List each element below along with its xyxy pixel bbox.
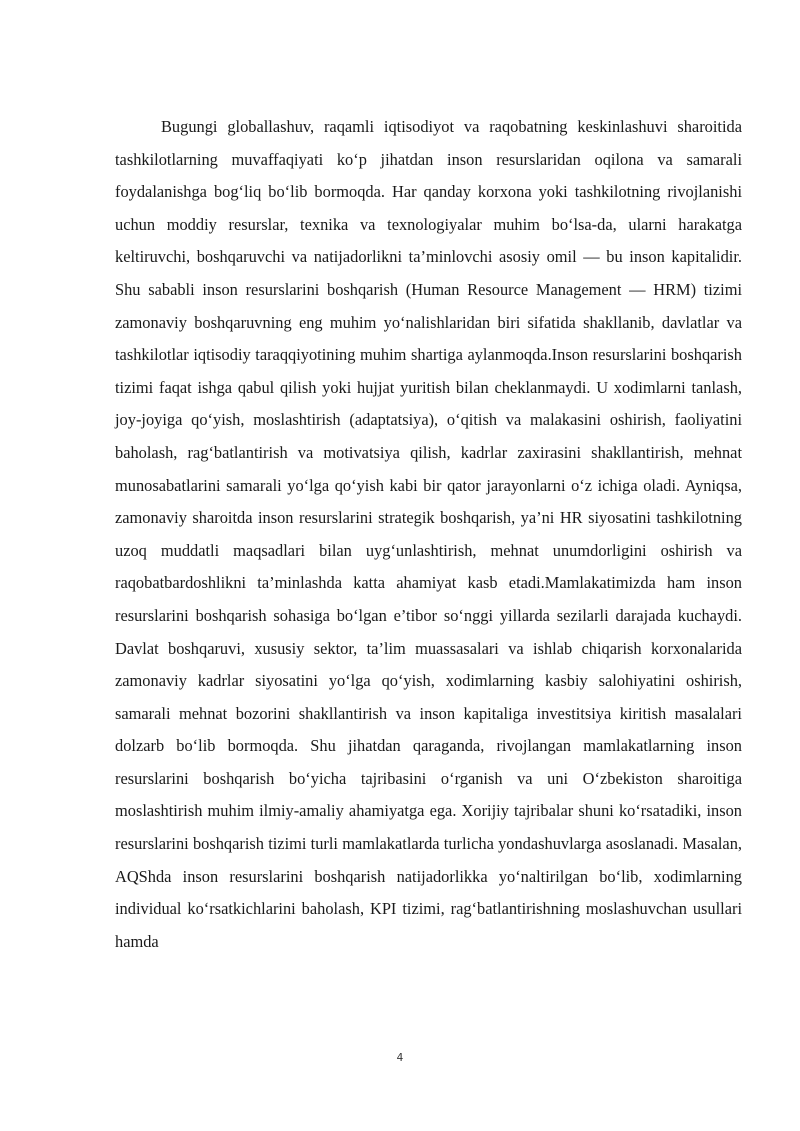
body-paragraph: Bugungi globallashuv, raqamli iqtisodiyot va raqobatning keskinlashuvi sharoitida tashkilotlarning muvaffaqiyati ko‘p jihatdan inson resurslaridan oqilona va samarali foydalanishga bog‘liq bo‘lib bormoqda. Har qanday korxona yoki tashkilotning rivojlanishi uchun moddiy resurslar, texnika va texnologiyalar muhim bo‘lsa-da, ularni harakatga keltiruvchi, boshqaruvchi va natijadorlikni ta’minlovchi asosiy omil — bu inson kapitalidir. Shu sababli inson resurslarini boshqarish (Human Resource Management — HRM) tizimi zamonaviy boshqaruvning eng muhim yo‘nalishlaridan biri sifatida shakllanib, davlatlar va tashkilotlar iqtisodiy taraqqiyotining muhim shartiga aylanmoqda.Inson resurslarini boshqarish tizimi faqat ishga qabul qilish yoki hujjat yuritish bilan cheklanmaydi. U xodimlarni tanlash, joy-joyiga qo‘yish, moslashtirish (adaptatsiya), o‘qitish va malakasini oshirish, faoliyatini baholash, rag‘batlantirish va motivatsiya qilish, kadrlar zaxirasini shakllantirish, mehnat munosabatlarini samarali yo‘lga qo‘yish kabi bir qator jarayonlarni o‘z ichiga oladi. Ayniqsa, zamonaviy sharoitda inson resurslarini strategik boshqarish, ya’ni HR siyosatini tashkilotning uzoq muddatli maqsadlari bilan uyg‘unlashtirish, mehnat unumdorligini oshirish va raqobatbardoshlikni ta’minlashda katta ahamiyat kasb etadi.Mamlakatimizda ham inson resurslarini boshqarish sohasiga bo‘lgan e’tibor so‘nggi yillarda sezilarli darajada kuchaydi. Davlat boshqaruvi, xususiy sektor, ta’lim muassasalari va ishlab chiqarish korxonalarida zamonaviy kadrlar siyosatini yo‘lga qo‘yish, xodimlarning kasbiy salohiyatini oshirish, samarali mehnat bozorini shakllantirish va inson kapitaliga investitsiya kiritish masalalari dolzarb bo‘lib bormoqda. Shu jihatdan qaraganda, rivojlangan mamlakatlarning inson resurslarini boshqarish bo‘yicha tajribasini o‘rganish va uni O‘zbekiston sharoitiga moslashtirish muhim ilmiy-amaliy ahamiyatga ega. Xorijiy tajribalar shuni ko‘rsatadiki, inson resurslarini boshqarish tizimi turli mamlakatlarda turlicha yondashuvlarga asoslanadi. Masalan, AQShda inson resurslarini boshqarish natijadorlikka yo‘naltirilgan bo‘lib, xodimlarning individual ko‘rsatkichlarini baholash, KPI tizimi, rag‘batlantirishning moslashuvchan usullari hamda [115,117,742,951]
body-text [115,111,742,958]
page-number: 4 [396,1052,404,1064]
